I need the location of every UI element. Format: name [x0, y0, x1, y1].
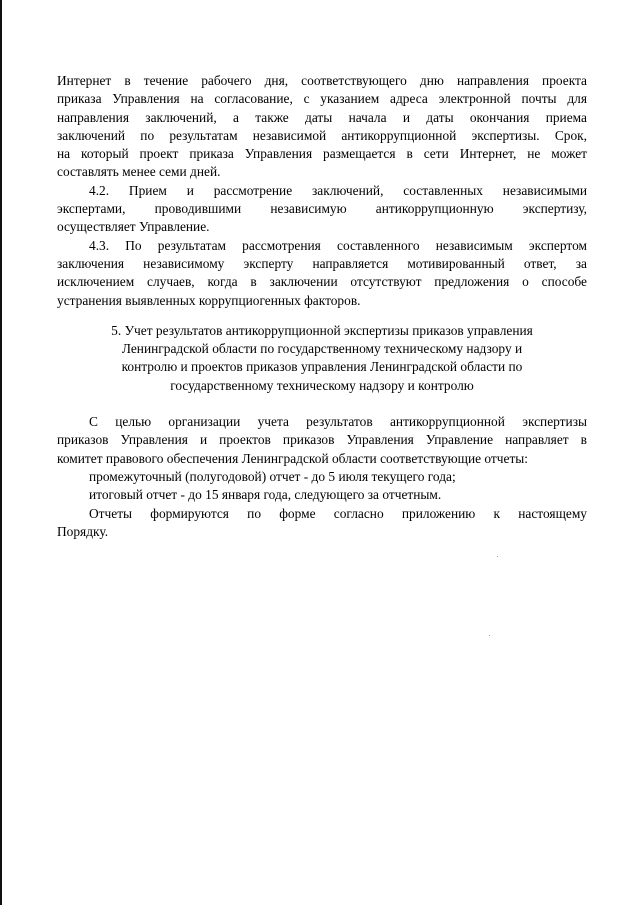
list-item: промежуточный (полугодовой) отчет - до 5 июля текущего года;	[89, 468, 456, 484]
text-line: осуществляет Управление.	[57, 219, 210, 235]
text-line: устранения выявленных коррупциогенных факторов.	[57, 292, 361, 308]
text-line: приказа Управления на согласование, с указанием адреса электронной почты для	[57, 91, 587, 107]
document-body	[57, 72, 587, 541]
text-line: экспертами, проводившими независимую антикоррупционную экспертизу,	[57, 201, 587, 217]
paragraph-5-1	[57, 413, 587, 468]
paragraph-4-2	[57, 182, 587, 237]
heading-line: контролю и проектов приказов управления Ленинградской области по	[121, 359, 523, 375]
text-line: исключением случаев, когда в заключении отсутствуют предложения о способе	[57, 274, 587, 290]
text-line: направления заключений, а также даты начала и даты окончания приема	[57, 109, 587, 125]
text-line: заключения независимому эксперту направляется мотивированный ответ, за	[57, 255, 587, 271]
paragraph-continuation	[57, 72, 587, 182]
text-line: составлять менее семи дней.	[57, 164, 221, 180]
scan-speck	[497, 556, 498, 557]
heading-line: Ленинградской области по государственному техническому надзору и	[121, 341, 523, 357]
heading-line: 5. Учет результатов антикоррупционной экспертизы приказов управления	[111, 322, 533, 338]
paragraph-5-2	[57, 505, 587, 542]
list-item: итоговый отчет - до 15 января года, следующего за отчетным.	[89, 487, 442, 503]
text-line: С целью организации учета результатов антикоррупционной экспертизы	[89, 414, 587, 430]
paragraph-4-3	[57, 237, 587, 310]
section-5-heading	[57, 322, 587, 395]
report-list	[57, 468, 587, 505]
scan-speck	[489, 635, 490, 636]
text-line: Интернет в течение рабочего дня, соответствующего дню направления проекта	[57, 73, 587, 88]
text-line: 4.2. Прием и рассмотрение заключений, составленных независимыми	[89, 182, 587, 198]
text-line: Порядку.	[57, 523, 109, 539]
text-line: заключений по результатам независимой антикоррупционной экспертизы. Срок,	[57, 127, 587, 143]
scan-edge	[0, 0, 2, 905]
text-line: на который проект приказа Управления размещается в сети Интернет, не может	[57, 146, 587, 162]
text-line: приказов Управления и проектов приказов Управления Управление направляет в	[57, 432, 587, 448]
heading-line: государственному техническому надзору и контролю	[170, 377, 474, 393]
text-line: 4.3. По результатам рассмотрения составленного независимым экспертом	[89, 237, 587, 253]
text-line: Отчеты формируются по форме согласно приложению к настоящему	[89, 505, 587, 521]
text-line: комитет правового обеспечения Ленинградской области соответствующие отчеты:	[57, 450, 529, 466]
